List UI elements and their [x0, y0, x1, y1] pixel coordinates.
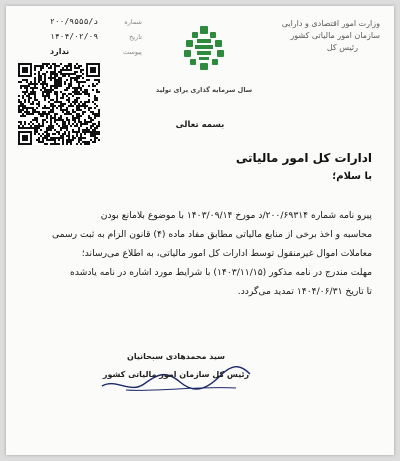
addressee: ادارات کل امور مالیاتی	[235, 151, 372, 165]
meta-date	[50, 29, 142, 44]
issuer-line-ministry: وزارت امور اقتصادی و دارایی	[281, 19, 380, 28]
meta-date-value: ۱۴۰۴/۰۲/۰۹	[50, 32, 99, 41]
meta-number-value: ۲۰۰/۹۵۵۵/د	[50, 17, 99, 26]
meta-attachment-value: ندارد	[50, 47, 70, 56]
issuer-line-office: رئیس کل	[326, 43, 358, 52]
meta-number-label: شماره	[124, 17, 142, 26]
basmala: بسمه تعالی	[175, 120, 225, 130]
letter-page	[6, 6, 394, 455]
signer-name: سید محمدهادی سبحانیان	[126, 352, 226, 361]
tax-organization-emblem-icon	[180, 24, 228, 72]
letter-meta	[50, 14, 142, 59]
year-slogan: سال سرمایه گذاری برای تولید	[155, 86, 253, 94]
meta-number	[50, 14, 142, 29]
issuer-header	[260, 18, 380, 54]
body-line: مهلت مندرج در نامه مذکور (۱۴۰۳/۱۱/۱۵) با شرایط مورد اشاره در نامه یادشده	[70, 267, 372, 278]
body-line: تا تاریخ ۱۴۰۴/۰۶/۳۱ تمدید می‌گردد.	[237, 286, 372, 297]
signer-title: رئیس کل سازمان امور مالیاتی کشور	[102, 370, 250, 379]
body-line: معاملات اموال غیرمنقول توسط ادارات کل امور مالیاتی، به اطلاع می‌رساند؛	[81, 248, 372, 259]
meta-attachment-label: پیوست	[123, 47, 142, 56]
meta-date-label: تاریخ	[129, 32, 142, 41]
body-line: محاسبه و اخذ برخی از منابع مالیاتی مطابق مفاد ماده (۴) قانون الزام به ثبت رسمی	[51, 229, 372, 240]
issuer-line-organization: سازمان امور مالیاتی کشور	[290, 31, 380, 40]
qr-code	[18, 63, 100, 145]
salutation: با سلام؛	[332, 171, 372, 182]
body-line: پیرو نامه شماره ۲۰۰/۶۹۳۱۴/د مورخ ۱۴۰۳/۰۹/۱۴ با موضوع بلامانع بودن	[100, 210, 372, 221]
meta-attachment	[50, 44, 142, 59]
letter-body	[26, 206, 372, 301]
